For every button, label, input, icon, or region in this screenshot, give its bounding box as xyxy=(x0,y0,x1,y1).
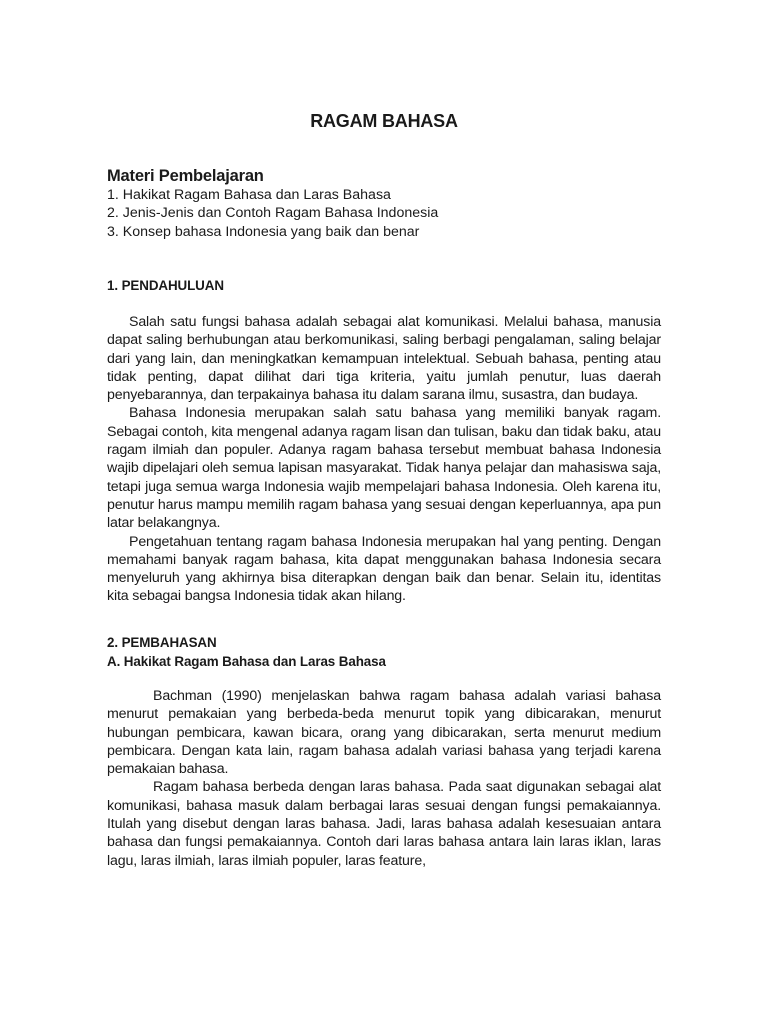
document-title: RAGAM BAHASA xyxy=(310,111,458,131)
materi-list-item: 3. Konsep bahasa Indonesia yang baik dan benar xyxy=(107,223,420,240)
paragraph: Bachman (1990) menjelaskan bahwa ragam bahasa adalah variasi bahasa menurut pemakaian yang berbeda-beda menurut topik yang dibicarakan, menurut hubungan pembicara, kawan bicara, orang yang dibicarakan, serta menurut medium pembicara. Dengan kata lain, ragam bahasa adalah variasi bahasa yang terjadi karena pemakaian bahasa. xyxy=(107,688,661,778)
materi-list-item: 1. Hakikat Ragam Bahasa dan Laras Bahasa xyxy=(107,187,391,203)
pembahasan-subheading: A. Hakikat Ragam Bahasa dan Laras Bahasa xyxy=(107,654,386,669)
pendahuluan-heading: 1. PENDAHULUAN xyxy=(107,278,224,293)
paragraph: Pengetahuan tentang ragam bahasa Indonesia merupakan hal yang penting. Dengan memahami banyak ragam bahasa, kita dapat menggunakan bahasa Indonesia secara menyeluruh yang akhirnya bisa diterapkan dengan baik dan benar. Selain itu, identitas kita sebagai bangsa Indonesia tidak akan hilang. xyxy=(107,533,661,605)
materi-list xyxy=(107,186,438,241)
paragraph: Ragam bahasa berbeda dengan laras bahasa. Pada saat digunakan sebagai alat komunikasi, bahasa masuk dalam berbagai laras sesuai dengan fungsi pemakaiannya. Itulah yang disebut dengan laras bahasa. Jadi, laras bahasa adalah kesesuaian antara bahasa dan fungsi pemakaiannya. Contoh dari laras bahasa antara lain laras iklan, laras lagu, laras ilmiah, laras ilmiah populer, laras feature, xyxy=(107,779,661,869)
pembahasan-body xyxy=(107,687,661,870)
paragraph: Bahasa Indonesia merupakan salah satu bahasa yang memiliki banyak ragam. Sebagai contoh, kita mengenal adanya ragam lisan dan tulisan, baku dan tidak baku, atau ragam ilmiah dan populer. Adanya ragam bahasa tersebut membuat bahasa Indonesia wajib dipelajari oleh semua lapisan masyarakat. Tidak hanya pelajar dan mahasiswa saja, tetapi juga semua warga Indonesia wajib mempelajari bahasa Indonesia. Oleh karena itu, penutur harus mampu memilih ragam bahasa yang sesuai dengan keperluannya, apa pun latar belakangnya. xyxy=(107,405,661,532)
materi-list-item: 2. Jenis-Jenis dan Contoh Ragam Bahasa Indonesia xyxy=(107,205,439,222)
paragraph: Salah satu fungsi bahasa adalah sebagai alat komunikasi. Melalui bahasa, manusia dapat saling berhubungan atau berkomunikasi, saling berbagi pengalaman, saling belajar dari yang lain, dan meningkatkan kemampuan intelektual. Sebuah bahasa, penting atau tidak penting, dapat dilihat dari tiga kriteria, yaitu jumlah penutur, luas daerah penyebarannya, dan terpakainya bahasa itu dalam sarana ilmu, susastra, dan budaya. xyxy=(107,314,661,404)
materi-heading: Materi Pembelajaran xyxy=(107,167,264,185)
pembahasan-heading: 2. PEMBAHASAN xyxy=(107,635,217,650)
pendahuluan-body xyxy=(107,313,661,606)
